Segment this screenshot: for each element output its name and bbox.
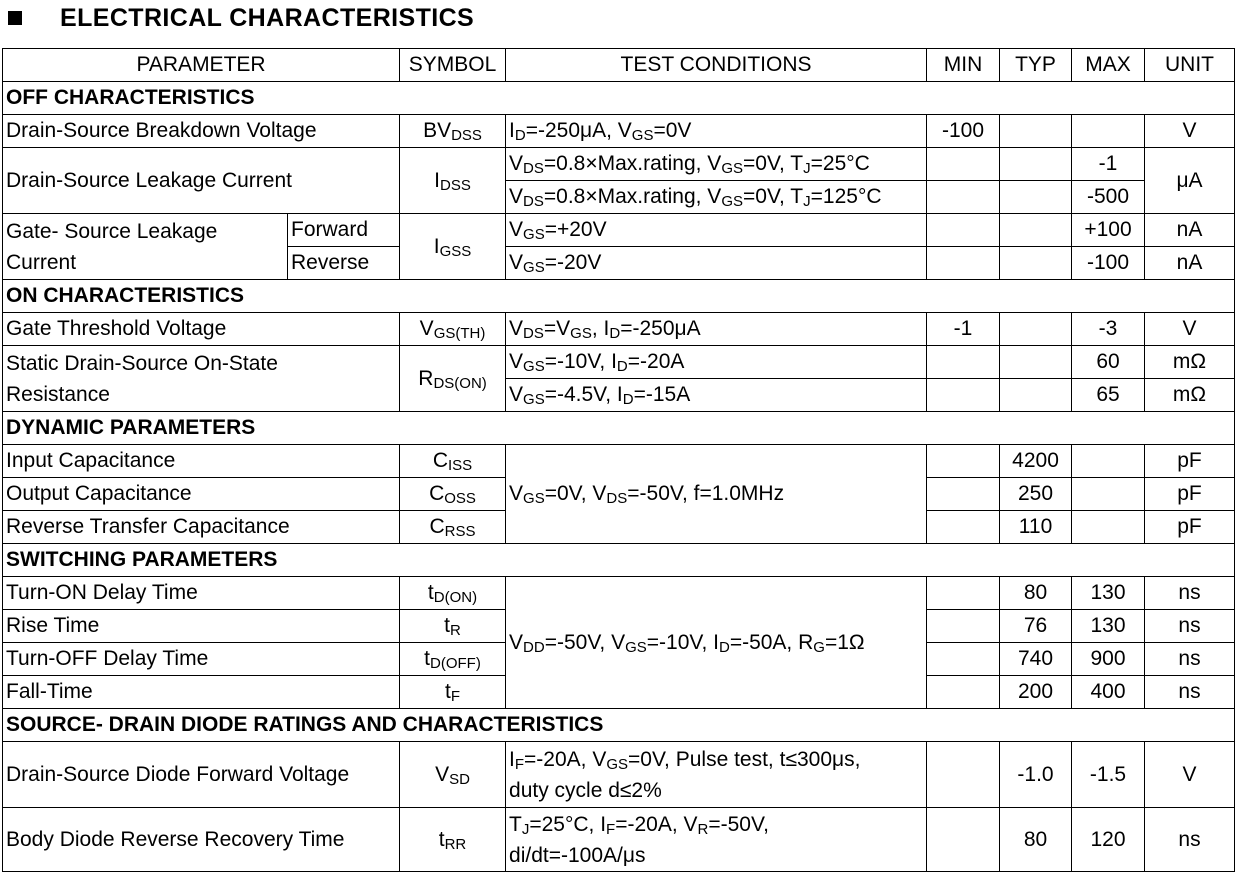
param-cell: Body Diode Reverse Recovery Time [3, 808, 400, 872]
header-max: MAX [1072, 49, 1145, 82]
square-bullet-icon [8, 11, 22, 25]
condition-cell: $V_{GS}=+20V$ [506, 214, 927, 247]
min-cell [927, 346, 1000, 379]
header-parameter: PARAMETER [3, 49, 400, 82]
unit-cell: pF [1145, 511, 1235, 544]
typ-cell [1000, 313, 1072, 346]
typ-cell [1000, 214, 1072, 247]
unit-cell: ns [1145, 643, 1235, 676]
section-row [3, 412, 1235, 445]
section-off-title: OFF CHARACTERISTICS [3, 82, 1235, 115]
table-row [3, 214, 1235, 247]
typ-cell [1000, 247, 1072, 280]
condition-cell: $V_{GS}=-10V$, $I_D=-20A$ [506, 346, 927, 379]
param-cell: Drain-Source Diode Forward Voltage [3, 742, 400, 808]
symbol-cell: $V_{SD}$ [400, 742, 506, 808]
typ-cell: 80 [1000, 808, 1072, 872]
symbol-cell: $V_{GS(TH)}$ [400, 313, 506, 346]
condition-cell: $V_{DS}=0.8\times Max.rating$, $V_{GS}=0V$, $T_J=25^\circ C$ [506, 148, 927, 181]
min-cell [927, 511, 1000, 544]
param-cell: Output Capacitance [3, 478, 400, 511]
symbol-cell: $t_{D(OFF)}$ [400, 643, 506, 676]
param-cell: Turn-OFF Delay Time [3, 643, 400, 676]
section-row [3, 280, 1235, 313]
min-cell [927, 214, 1000, 247]
typ-cell: 110 [1000, 511, 1072, 544]
param-cell: Fall-Time [3, 676, 400, 709]
symbol-cell: $I_{DSS}$ [400, 148, 506, 214]
table-header-row [3, 49, 1235, 82]
unit-cell: V [1145, 115, 1235, 148]
min-cell [927, 577, 1000, 610]
min-cell [927, 148, 1000, 181]
param-cell: Turn-ON Delay Time [3, 577, 400, 610]
unit-cell: mΩ [1145, 346, 1235, 379]
symbol-cell: $t_{RR}$ [400, 808, 506, 872]
typ-cell [1000, 181, 1072, 214]
typ-cell: 250 [1000, 478, 1072, 511]
max-cell: -1.5 [1072, 742, 1145, 808]
table-row [3, 148, 1235, 181]
typ-cell: 740 [1000, 643, 1072, 676]
symbol-cell: $R_{DS(ON)}$ [400, 346, 506, 412]
unit-cell: pF [1145, 478, 1235, 511]
condition-cell: $V_{GS}=0V$, $V_{DS}=-50V$, f=1.0MHz [506, 445, 927, 544]
param-cell: Input Capacitance [3, 445, 400, 478]
min-cell: -1 [927, 313, 1000, 346]
unit-cell: V [1145, 313, 1235, 346]
min-cell [927, 610, 1000, 643]
min-cell [927, 478, 1000, 511]
unit-cell: V [1145, 742, 1235, 808]
page-title: ELECTRICAL CHARACTERISTICS [60, 3, 475, 32]
typ-cell: 4200 [1000, 445, 1072, 478]
max-cell [1072, 478, 1145, 511]
min-cell: -100 [927, 115, 1000, 148]
typ-cell: 80 [1000, 577, 1072, 610]
table-row [3, 445, 1235, 478]
condition-cell: $I_F=-20A$, $V_{GS}=0V$, Pulse test, t≤300μs, duty cycle d≤2% [506, 742, 927, 808]
table-row [3, 313, 1235, 346]
symbol-cell: $C_{OSS}$ [400, 478, 506, 511]
typ-cell: 200 [1000, 676, 1072, 709]
max-cell: -500 [1072, 181, 1145, 214]
condition-cell: $V_{GS}=-4.5V$, $I_D=-15A$ [506, 379, 927, 412]
min-cell [927, 643, 1000, 676]
condition-cell: $V_{GS}=-20V$ [506, 247, 927, 280]
table-row [3, 808, 1235, 872]
unit-cell: mΩ [1145, 379, 1235, 412]
max-cell: 130 [1072, 577, 1145, 610]
typ-cell [1000, 346, 1072, 379]
electrical-characteristics-table [2, 48, 1235, 872]
max-cell: 400 [1072, 676, 1145, 709]
section-switching-title: SWITCHING PARAMETERS [3, 544, 1235, 577]
min-cell [927, 445, 1000, 478]
symbol-cell: $I_{GSS}$ [400, 214, 506, 280]
param-cell: Rise Time [3, 610, 400, 643]
unit-cell: ns [1145, 676, 1235, 709]
max-cell: -1 [1072, 148, 1145, 181]
condition-cell: $V_{DD}=-50V$, $V_{GS}=-10V$, $I_D=-50A$, $R_G=1\Omega$ [506, 577, 927, 709]
direction-reverse-cell: Reverse [288, 247, 400, 280]
min-cell [927, 742, 1000, 808]
header-min: MIN [927, 49, 1000, 82]
symbol-cell: $BV_{DSS}$ [400, 115, 506, 148]
header-typ: TYP [1000, 49, 1072, 82]
unit-cell: nA [1145, 214, 1235, 247]
param-cell: Gate Threshold Voltage [3, 313, 400, 346]
param-cell: Reverse Transfer Capacitance [3, 511, 400, 544]
min-cell [927, 676, 1000, 709]
section-header [8, 3, 474, 33]
symbol-cell: $C_{RSS}$ [400, 511, 506, 544]
section-on-title: ON CHARACTERISTICS [3, 280, 1235, 313]
unit-cell: ns [1145, 610, 1235, 643]
condition-cell: $V_{DS}=0.8\times Max.rating$, $V_{GS}=0V$, $T_J=125^\circ C$ [506, 181, 927, 214]
table-row [3, 346, 1235, 379]
section-row [3, 82, 1235, 115]
header-test-conditions: TEST CONDITIONS [506, 49, 927, 82]
condition-cell: $V_{DS}=V_{GS}$, $I_D=-250\mu A$ [506, 313, 927, 346]
max-cell [1072, 445, 1145, 478]
max-cell [1072, 511, 1145, 544]
min-cell [927, 379, 1000, 412]
param-cell: Gate- Source Leakage Current [3, 214, 288, 280]
unit-cell: ns [1145, 808, 1235, 872]
max-cell: 60 [1072, 346, 1145, 379]
section-row [3, 709, 1235, 742]
max-cell: +100 [1072, 214, 1145, 247]
min-cell [927, 181, 1000, 214]
max-cell: -100 [1072, 247, 1145, 280]
max-cell: 120 [1072, 808, 1145, 872]
max-cell: 65 [1072, 379, 1145, 412]
typ-cell [1000, 379, 1072, 412]
max-cell: 900 [1072, 643, 1145, 676]
table-row [3, 577, 1235, 610]
param-cell: Static Drain-Source On-State Resistance [3, 346, 400, 412]
max-cell: -3 [1072, 313, 1145, 346]
header-symbol: SYMBOL [400, 49, 506, 82]
typ-cell [1000, 115, 1072, 148]
unit-cell: pF [1145, 445, 1235, 478]
min-cell [927, 247, 1000, 280]
unit-cell: ns [1145, 577, 1235, 610]
symbol-cell: $t_R$ [400, 610, 506, 643]
section-dynamic-title: DYNAMIC PARAMETERS [3, 412, 1235, 445]
section-diode-title: SOURCE- DRAIN DIODE RATINGS AND CHARACTERISTICS [3, 709, 1235, 742]
unit-cell: μA [1145, 148, 1235, 214]
typ-cell [1000, 148, 1072, 181]
typ-cell: 76 [1000, 610, 1072, 643]
condition-cell: $I_D=-250\mu A$, $V_{GS}=0V$ [506, 115, 927, 148]
symbol-cell: $t_{D(ON)}$ [400, 577, 506, 610]
direction-forward-cell: Forward [288, 214, 400, 247]
param-cell: Drain-Source Breakdown Voltage [3, 115, 400, 148]
unit-cell: nA [1145, 247, 1235, 280]
symbol-cell: $t_F$ [400, 676, 506, 709]
table-row [3, 742, 1235, 808]
param-cell: Drain-Source Leakage Current [3, 148, 400, 214]
condition-cell: $T_J=25^\circ C$, $I_F=-20A$, $V_R=-50V$, di/dt=-100A/μs [506, 808, 927, 872]
min-cell [927, 808, 1000, 872]
symbol-cell: $C_{ISS}$ [400, 445, 506, 478]
table-row [3, 115, 1235, 148]
typ-cell: -1.0 [1000, 742, 1072, 808]
max-cell [1072, 115, 1145, 148]
header-unit: UNIT [1145, 49, 1235, 82]
section-row [3, 544, 1235, 577]
max-cell: 130 [1072, 610, 1145, 643]
